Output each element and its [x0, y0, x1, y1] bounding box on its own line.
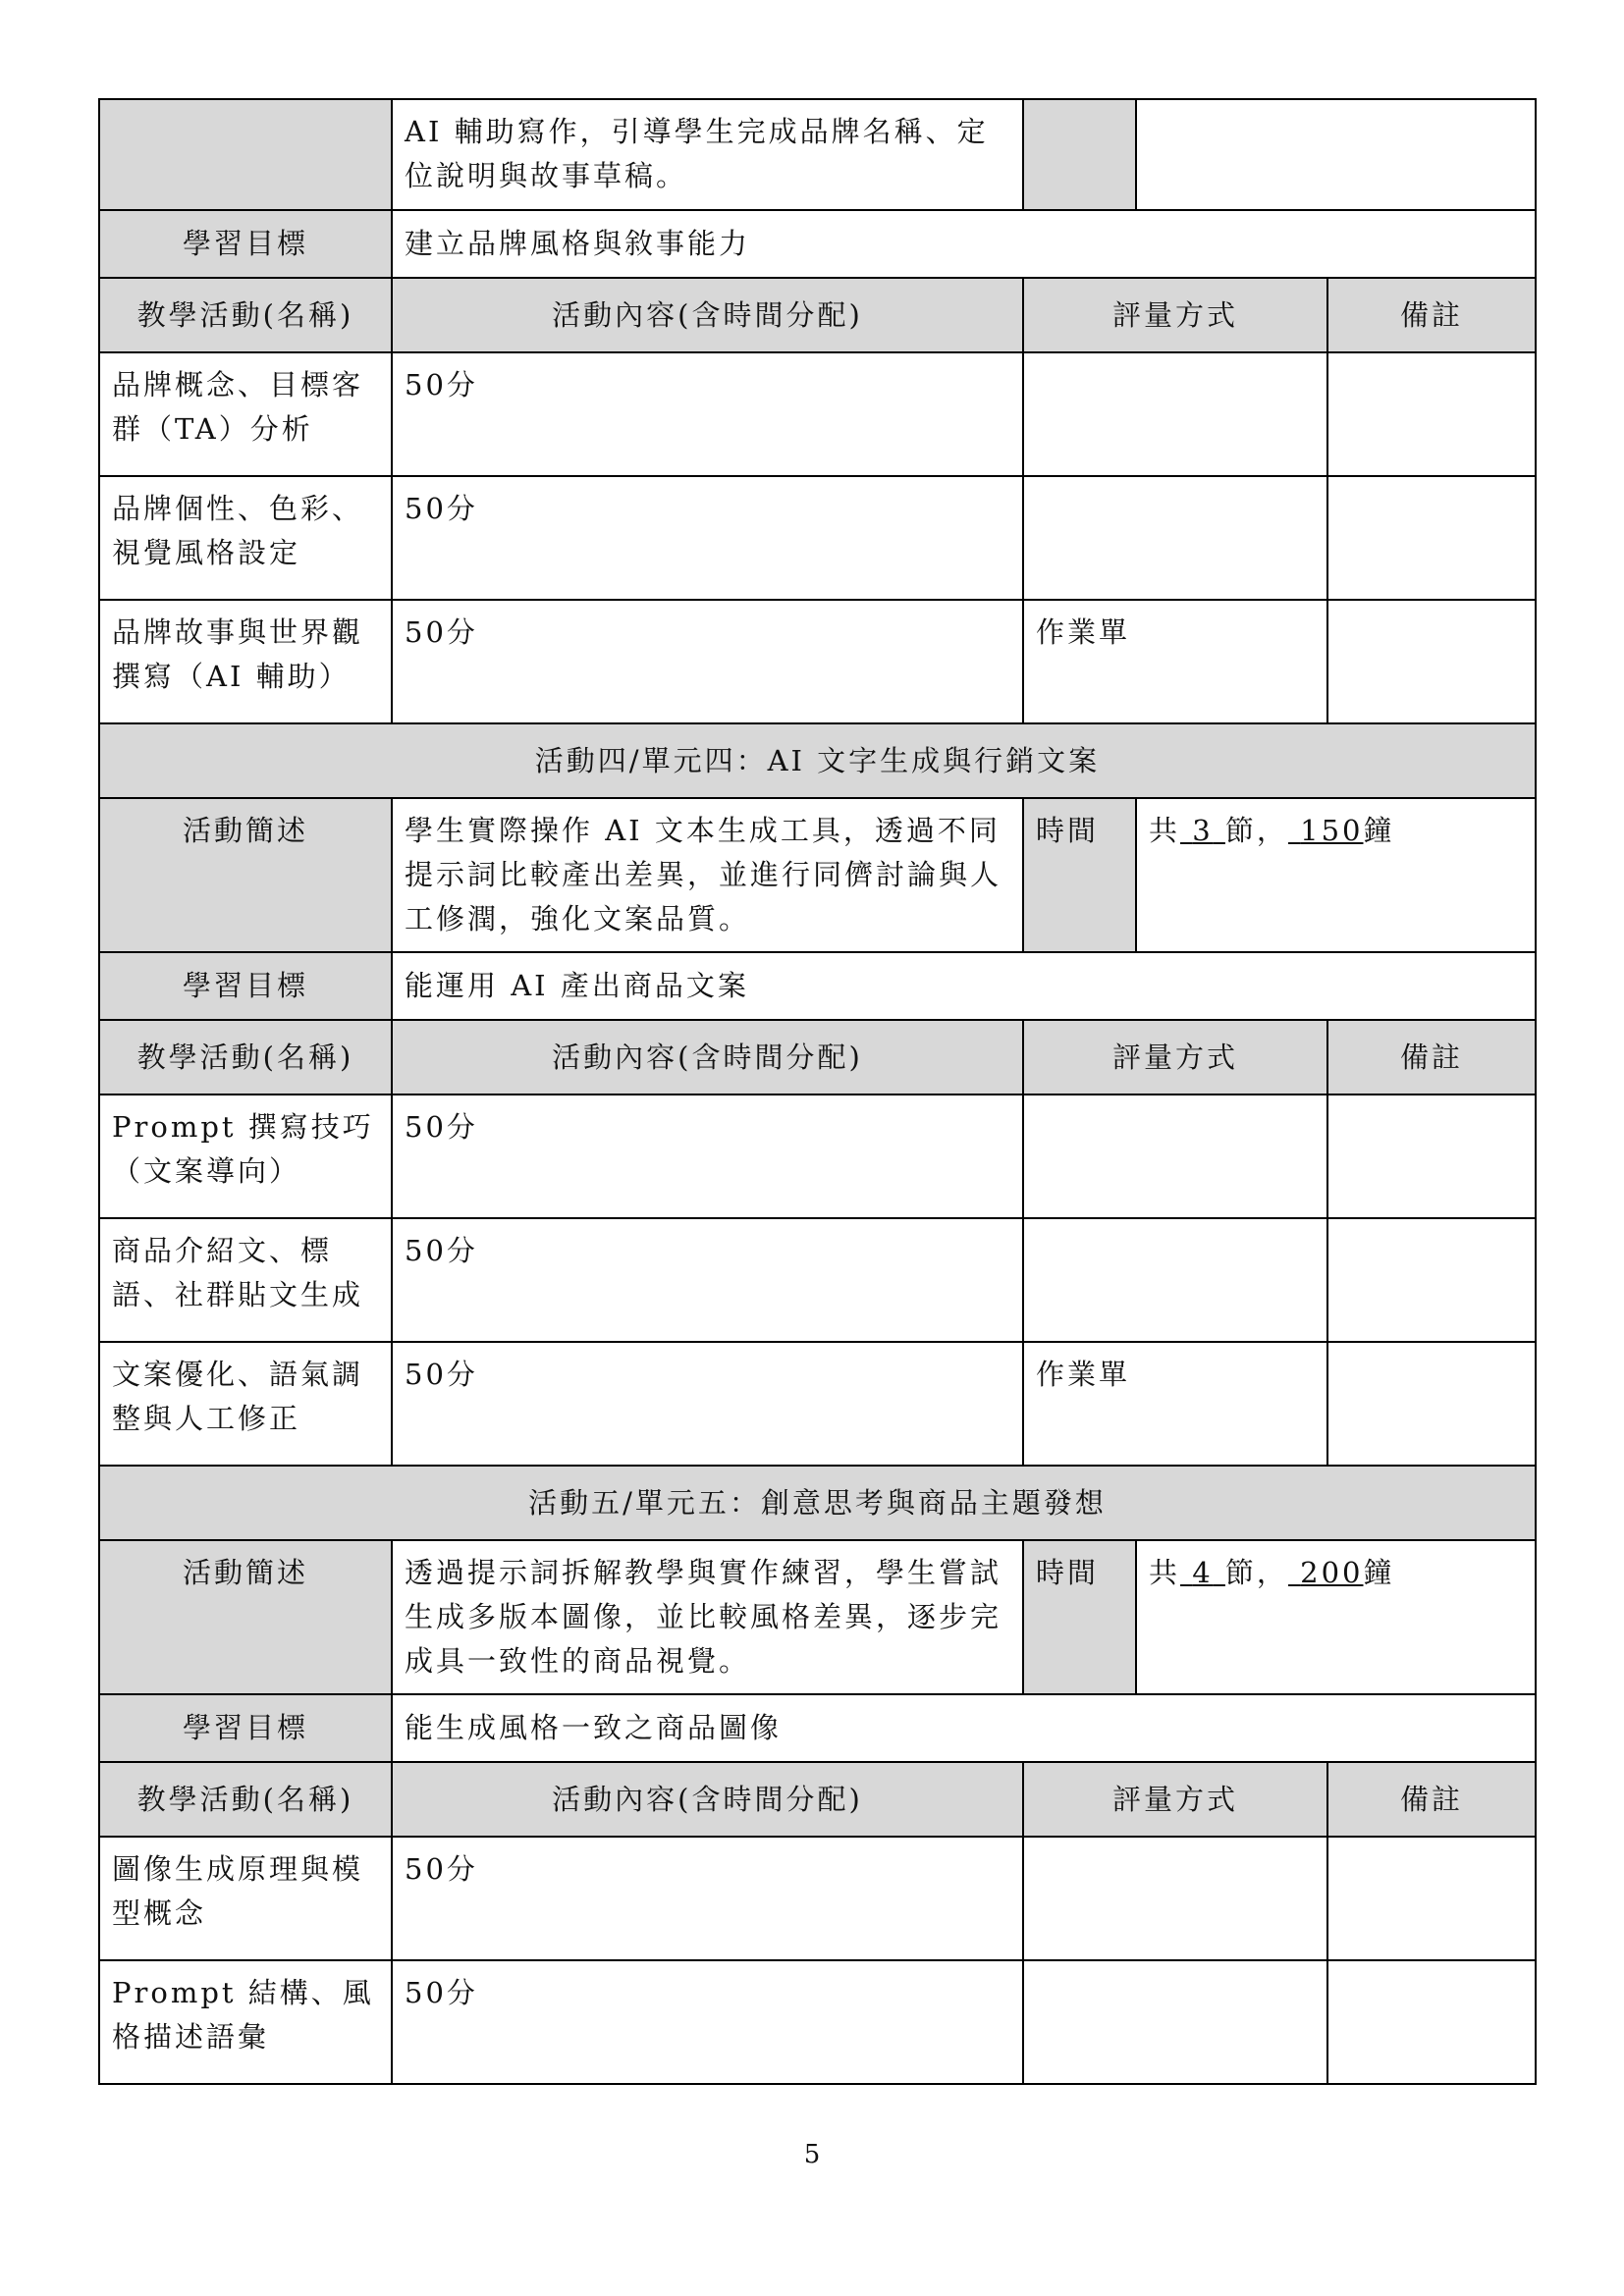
activity-content: 50分	[392, 1095, 1023, 1218]
header-activity-name: 教學活動(名稱)	[99, 278, 392, 352]
header-assessment: 評量方式	[1023, 1762, 1327, 1837]
header-activity-name: 教學活動(名稱)	[99, 1762, 392, 1837]
summary-label: 活動簡述	[99, 798, 392, 952]
notes	[1327, 476, 1536, 600]
activity-content: 50分	[392, 1342, 1023, 1466]
header-assessment: 評量方式	[1023, 1020, 1327, 1095]
activity-name: 文案優化、語氣調整與人工修正	[99, 1342, 392, 1466]
table-header-row	[99, 278, 1536, 352]
time-value: 共 4 節， 200鐘	[1136, 1540, 1536, 1694]
assessment	[1023, 352, 1327, 476]
activity-name: 品牌概念、目標客群（TA）分析	[99, 352, 392, 476]
header-activity-content: 活動內容(含時間分配)	[392, 1020, 1023, 1095]
table-header-row	[99, 1762, 1536, 1837]
assessment: 作業單	[1023, 1342, 1327, 1466]
table-row	[99, 352, 1536, 476]
assessment: 作業單	[1023, 600, 1327, 723]
table-row	[99, 1837, 1536, 1960]
section-banner-row	[99, 723, 1536, 798]
assessment	[1023, 1095, 1327, 1218]
header-notes: 備註	[1327, 1762, 1536, 1837]
header-activity-content: 活動內容(含時間分配)	[392, 278, 1023, 352]
header-activity-name: 教學活動(名稱)	[99, 1020, 392, 1095]
table-row	[99, 1095, 1536, 1218]
assessment	[1023, 1837, 1327, 1960]
header-notes: 備註	[1327, 278, 1536, 352]
activity-name: Prompt 結構、風格描述語彙	[99, 1960, 392, 2084]
goal-label: 學習目標	[99, 210, 392, 278]
activity-content: 50分	[392, 1837, 1023, 1960]
section-banner-row	[99, 1466, 1536, 1540]
activity-name: 品牌故事與世界觀撰寫（AI 輔助）	[99, 600, 392, 723]
header-assessment: 評量方式	[1023, 278, 1327, 352]
section-banner: 活動四/單元四：AI 文字生成與行銷文案	[99, 723, 1536, 798]
empty-label-cell	[1023, 99, 1136, 210]
assessment	[1023, 1960, 1327, 2084]
lesson-plan-table	[98, 98, 1537, 2085]
page-number: 5	[803, 2140, 821, 2169]
activity-content: 50分	[392, 600, 1023, 723]
activity-content: 50分	[392, 1960, 1023, 2084]
table-row	[99, 600, 1536, 723]
notes	[1327, 1218, 1536, 1342]
notes	[1327, 600, 1536, 723]
activity-name: Prompt 撰寫技巧（文案導向）	[99, 1095, 392, 1218]
time-label: 時間	[1023, 1540, 1136, 1694]
assessment	[1023, 1218, 1327, 1342]
table-row	[99, 210, 1536, 278]
time-value: 共 3 節， 150鐘	[1136, 798, 1536, 952]
notes	[1327, 1960, 1536, 2084]
table-row	[99, 1960, 1536, 2084]
header-notes: 備註	[1327, 1020, 1536, 1095]
empty-cell	[1136, 99, 1536, 210]
table-row	[99, 99, 1536, 210]
table-row	[99, 1694, 1536, 1762]
summary-label: 活動簡述	[99, 1540, 392, 1694]
goal-label: 學習目標	[99, 1694, 392, 1762]
summary-text: AI 輔助寫作，引導學生完成品牌名稱、定位說明與故事草稿。	[392, 99, 1023, 210]
notes	[1327, 352, 1536, 476]
table-row	[99, 476, 1536, 600]
notes	[1327, 1095, 1536, 1218]
activity-content: 50分	[392, 476, 1023, 600]
activity-name: 品牌個性、色彩、視覺風格設定	[99, 476, 392, 600]
goal-text: 能運用 AI 產出商品文案	[392, 952, 1536, 1020]
assessment	[1023, 476, 1327, 600]
header-activity-content: 活動內容(含時間分配)	[392, 1762, 1023, 1837]
goal-text: 建立品牌風格與敘事能力	[392, 210, 1536, 278]
activity-name: 圖像生成原理與模型概念	[99, 1837, 392, 1960]
table-row	[99, 1218, 1536, 1342]
goal-label: 學習目標	[99, 952, 392, 1020]
section-banner: 活動五/單元五：創意思考與商品主題發想	[99, 1466, 1536, 1540]
table-row	[99, 798, 1536, 952]
notes	[1327, 1837, 1536, 1960]
summary-text: 透過提示詞拆解教學與實作練習，學生嘗試生成多版本圖像，並比較風格差異，逐步完成具一致性的商品視覺。	[392, 1540, 1023, 1694]
time-label: 時間	[1023, 798, 1136, 952]
activity-content: 50分	[392, 1218, 1023, 1342]
goal-text: 能生成風格一致之商品圖像	[392, 1694, 1536, 1762]
table-row	[99, 1540, 1536, 1694]
table-row	[99, 952, 1536, 1020]
empty-label-cell	[99, 99, 392, 210]
summary-text: 學生實際操作 AI 文本生成工具，透過不同提示詞比較產出差異，並進行同儕討論與人工修潤，強化文案品質。	[392, 798, 1023, 952]
activity-name: 商品介紹文、標語、社群貼文生成	[99, 1218, 392, 1342]
table-row	[99, 1342, 1536, 1466]
notes	[1327, 1342, 1536, 1466]
table-header-row	[99, 1020, 1536, 1095]
activity-content: 50分	[392, 352, 1023, 476]
